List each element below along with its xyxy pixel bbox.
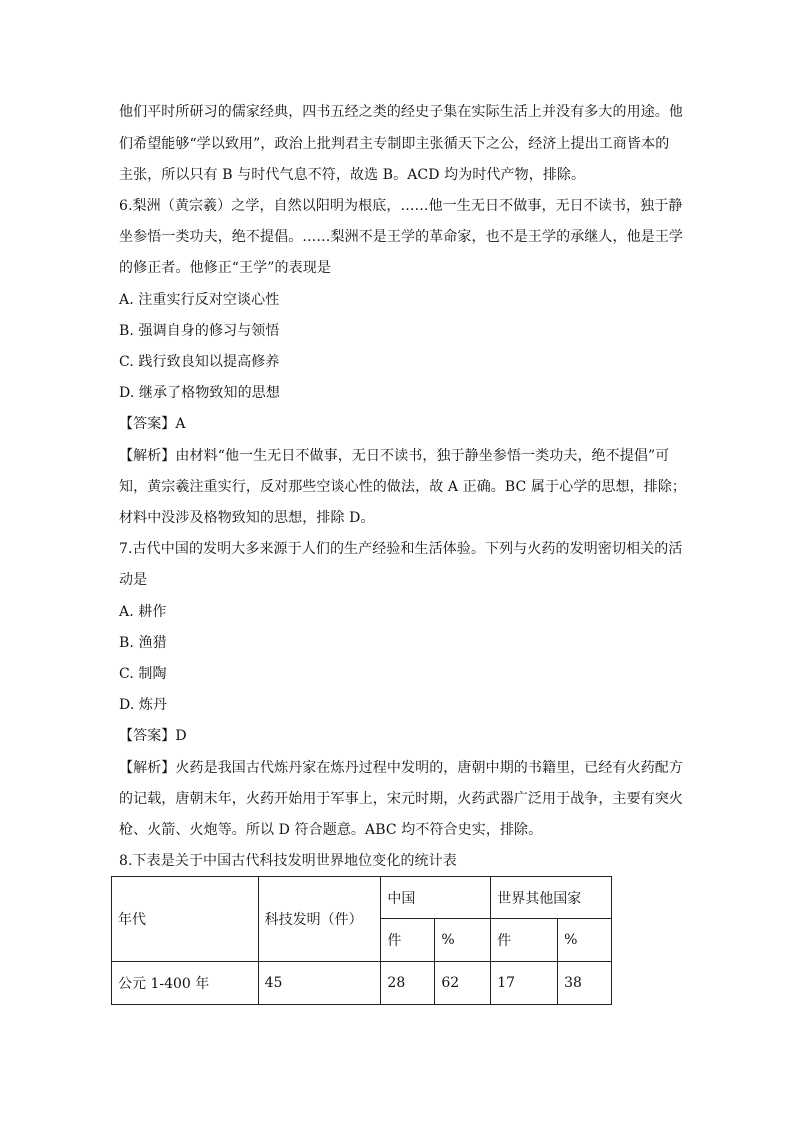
analysis-text: 【解析】火药是我国古代炼丹家在炼丹过程中发明的，唐朝中期的书籍里，已经有火药配方 bbox=[119, 760, 683, 776]
analysis-text: 枪、火箭、火炮等。所以 D 符合题意。ABC 均不符合史实，排除。 bbox=[119, 822, 543, 838]
analysis-text: 材料中没涉及格物致知的思想，排除 D。 bbox=[119, 510, 375, 526]
subheader-count: 件 bbox=[381, 919, 435, 962]
question-7-stem: 7.古代中国的发明大多来源于人们的生产经验和生活体验。下列与火药的发明密切相关的活 bbox=[119, 541, 683, 557]
subheader-percent: % bbox=[435, 919, 491, 962]
option-d: D. 炼丹 bbox=[119, 697, 168, 713]
question-6-stem: 6.梨洲（黄宗羲）之学，自然以阳明为根底，……他一生无日不做事，无日不读书，独于静 bbox=[119, 198, 683, 214]
text-line: 们希望能够“学以致用”，政治上批判君主专制即主张循天下之公，经济上提出工商皆本的 bbox=[119, 136, 670, 152]
option-b: B. 强调自身的修习与领悟 bbox=[119, 323, 280, 339]
cell-china-count: 28 bbox=[381, 962, 435, 1005]
text-line: 主张，所以只有 B 与时代气息不符，故选 B。ACD 均为时代产物，排除。 bbox=[119, 167, 586, 183]
option-c: C. 践行致良知以提高修养 bbox=[119, 354, 280, 370]
table-row bbox=[112, 962, 612, 1005]
option-c: C. 制陶 bbox=[119, 666, 167, 682]
text-line: 他们平时所研习的儒家经典，四书五经之类的经史子集在实际生活上并没有多大的用途。他 bbox=[119, 104, 683, 120]
cell-world-percent: 38 bbox=[558, 962, 612, 1005]
cell-china-percent: 62 bbox=[435, 962, 491, 1005]
cell-era: 公元 1-400 年 bbox=[112, 962, 259, 1005]
header-other-countries: 世界其他国家 bbox=[491, 877, 612, 919]
cell-world-count: 17 bbox=[491, 962, 558, 1005]
analysis-text: 的记载，唐朝末年，火药开始用于军事上，宋元时期，火药武器广泛用于战争，主要有突火 bbox=[119, 791, 683, 807]
option-a: A. 注重实行反对空谈心性 bbox=[119, 292, 280, 308]
header-inventions: 科技发明（件） bbox=[258, 877, 381, 962]
analysis-text: 知，黄宗羲注重实行，反对那些空谈心性的做法，故 A 正确。BC 属于心学的思想，排除； bbox=[119, 479, 687, 495]
option-a: A. 耕作 bbox=[119, 604, 167, 620]
answer-label: 【答案】A bbox=[119, 416, 186, 432]
cell-total: 45 bbox=[258, 962, 381, 1005]
subheader-count: 件 bbox=[491, 919, 558, 962]
option-b: B. 渔猎 bbox=[119, 635, 167, 651]
question-6-stem: 坐参悟一类功夫，绝不提倡。……梨洲不是王学的革命家，也不是王学的承继人，他是王学 bbox=[119, 229, 683, 245]
option-d: D. 继承了格物致知的思想 bbox=[119, 385, 280, 401]
header-era: 年代 bbox=[112, 877, 259, 962]
question-8-stem: 8.下表是关于中国古代科技发明世界地位变化的统计表 bbox=[119, 853, 457, 869]
statistics-table bbox=[111, 876, 612, 1005]
header-china: 中国 bbox=[381, 877, 491, 919]
question-7-stem: 动是 bbox=[119, 572, 148, 588]
question-6-stem: 的修正者。他修正“王学”的表现是 bbox=[119, 260, 331, 276]
subheader-percent: % bbox=[558, 919, 612, 962]
answer-label: 【答案】D bbox=[119, 728, 187, 744]
analysis-text: 【解析】由材料“他一生无日不做事，无日不读书，独于静坐参悟一类功夫，绝不提倡”可 bbox=[119, 448, 670, 464]
